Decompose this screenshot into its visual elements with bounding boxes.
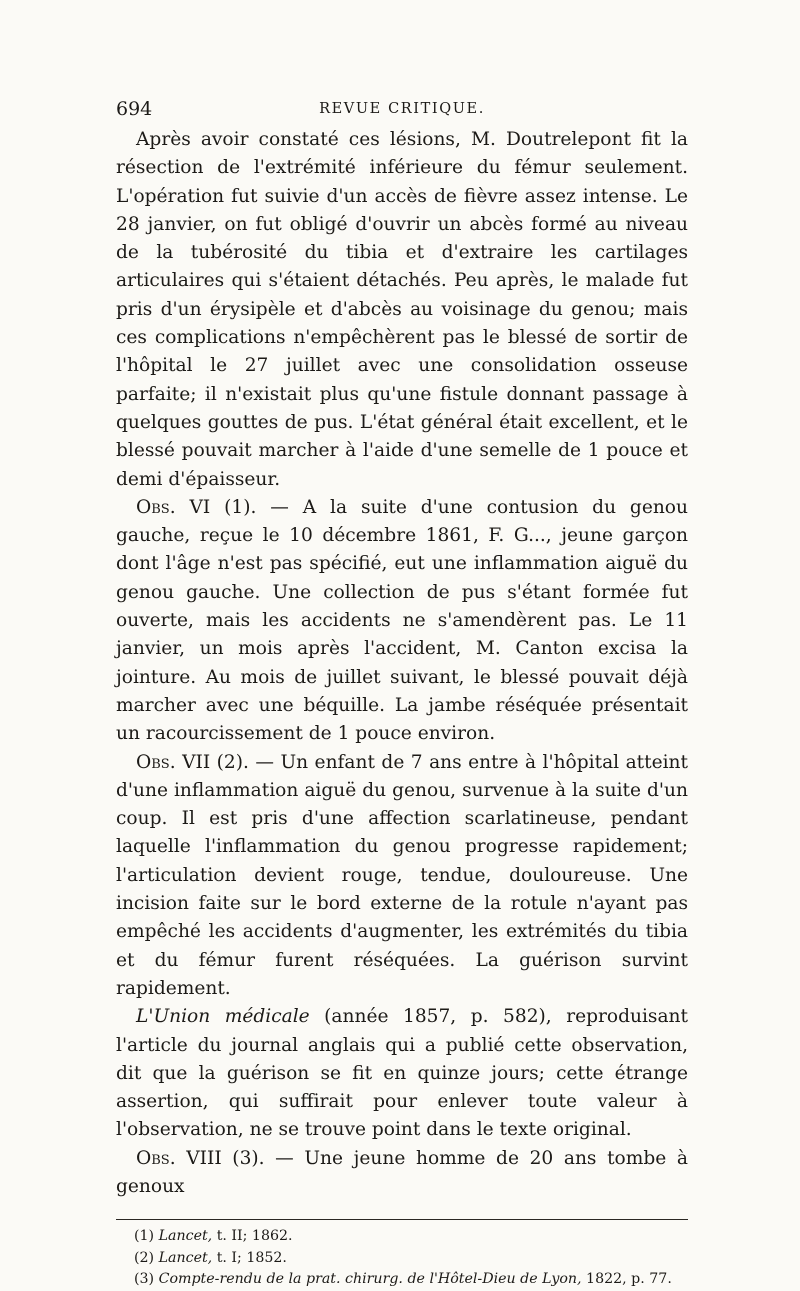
paragraph-obs-vi [116,494,688,749]
footnote-2-rest: t. I; 1852. [212,1249,287,1266]
body-text [116,126,688,1201]
page-number: 694 [116,98,153,120]
obs-vi-label: Obs. VI (1). [136,496,257,518]
union-medicale-text: (année 1857, p. 582), reproduisant l'article du journal anglais qui a publié cette observation, dit que la guérison se fit en quinze jours; cette étrange assertion, qui suffirait pour enlever toute valeur à l'observation, ne se trouve point dans le texte original. [116,1006,688,1141]
footnote-3-source: Compte-rendu de la prat. chirurg. de l'Hôtel-Dieu de Lyon, [158,1271,582,1288]
obs-viii-label: Obs. VIII (3). [136,1147,265,1169]
obs-viii-text: — Une jeune homme de 20 ans tombe à genoux [116,1147,688,1197]
footnote-1-source: Lancet, [158,1228,213,1245]
obs-vii-label: Obs. VII (2). [136,751,249,773]
obs-vi-text: — A la suite d'une contusion du genou gauche, reçue le 10 décembre 1861, F. G..., jeune garçon dont l'âge n'est pas spécifié, eut une inflammation aiguë du genou gauche. Une collection de pus s'étant formée fut ouverte, mais les accidents ne s'amendèrent pas. Le 11 janvier, un mois après l'accident, M. Canton excisa la jointure. Au mois de juillet suivant, le blessé pouvait déjà marcher avec une béquille. La jambe réséquée présentait un racourcissement de 1 pouce environ. [116,496,688,745]
paragraph-obs-viii [116,1145,688,1202]
footnote-1-rest: t. II; 1862. [212,1228,293,1245]
footnote-2-number: (2) [134,1249,155,1266]
paragraph-union-medicale [116,1003,688,1144]
footnote-3 [116,1269,688,1291]
paragraph-obs-vii [116,749,688,1004]
running-title: REVUE CRITIQUE. [319,101,485,117]
footnote-3-rest: 1822, p. 77. [581,1271,672,1288]
footnote-1-number: (1) [134,1228,155,1245]
footnote-2 [116,1248,688,1270]
journal-title: L'Union médicale [136,1006,310,1028]
footnote-1 [116,1226,688,1248]
footnote-3-number: (3) [134,1271,155,1288]
book-page [116,96,688,1291]
paragraph-1-text: Après avoir constaté ces lésions, M. Doutrelepont fit la résection de l'extrémité inférieure du fémur seulement. L'opération fut suivie d'un accès de fièvre assez intense. Le 28 janvier, on fut obligé d'ouvrir un abcès formé au niveau de la tubérosité du tibia et d'extraire les cartilages articulaires qui s'étaient détachés. Peu après, le malade fut pris d'un érysipèle et d'abcès au voisinage du genou; mais ces complications n'empêchèrent pas le blessé de sortir de l'hôpital le 27 juillet avec une consolidation osseuse parfaite; il n'existait plus qu'une fistule donnant passage à quelques gouttes de pus. L'état général était excellent, et le blessé pouvait marcher à l'aide d'une semelle de 1 pouce et demi d'épaisseur. [116,129,688,490]
paragraph-1 [116,126,688,494]
obs-vii-text: — Un enfant de 7 ans entre à l'hôpital atteint d'une inflammation aiguë du genou, survenue à la suite d'un coup. Il est pris d'une affection scarlatineuse, pendant laquelle l'inflammation du genou progresse rapidement; l'articulation devient rouge, tendue, douloureuse. Une incision faite sur le bord externe de la rotule n'ayant pas empêché les accidents d'augmenter, les extrémités du tibia et du fémur furent réséquées. La guérison survint rapidement. [116,751,688,999]
footnote-rule [116,1219,688,1220]
footnote-2-source: Lancet, [158,1249,213,1266]
footnotes [116,1226,688,1291]
page-header [116,96,688,124]
